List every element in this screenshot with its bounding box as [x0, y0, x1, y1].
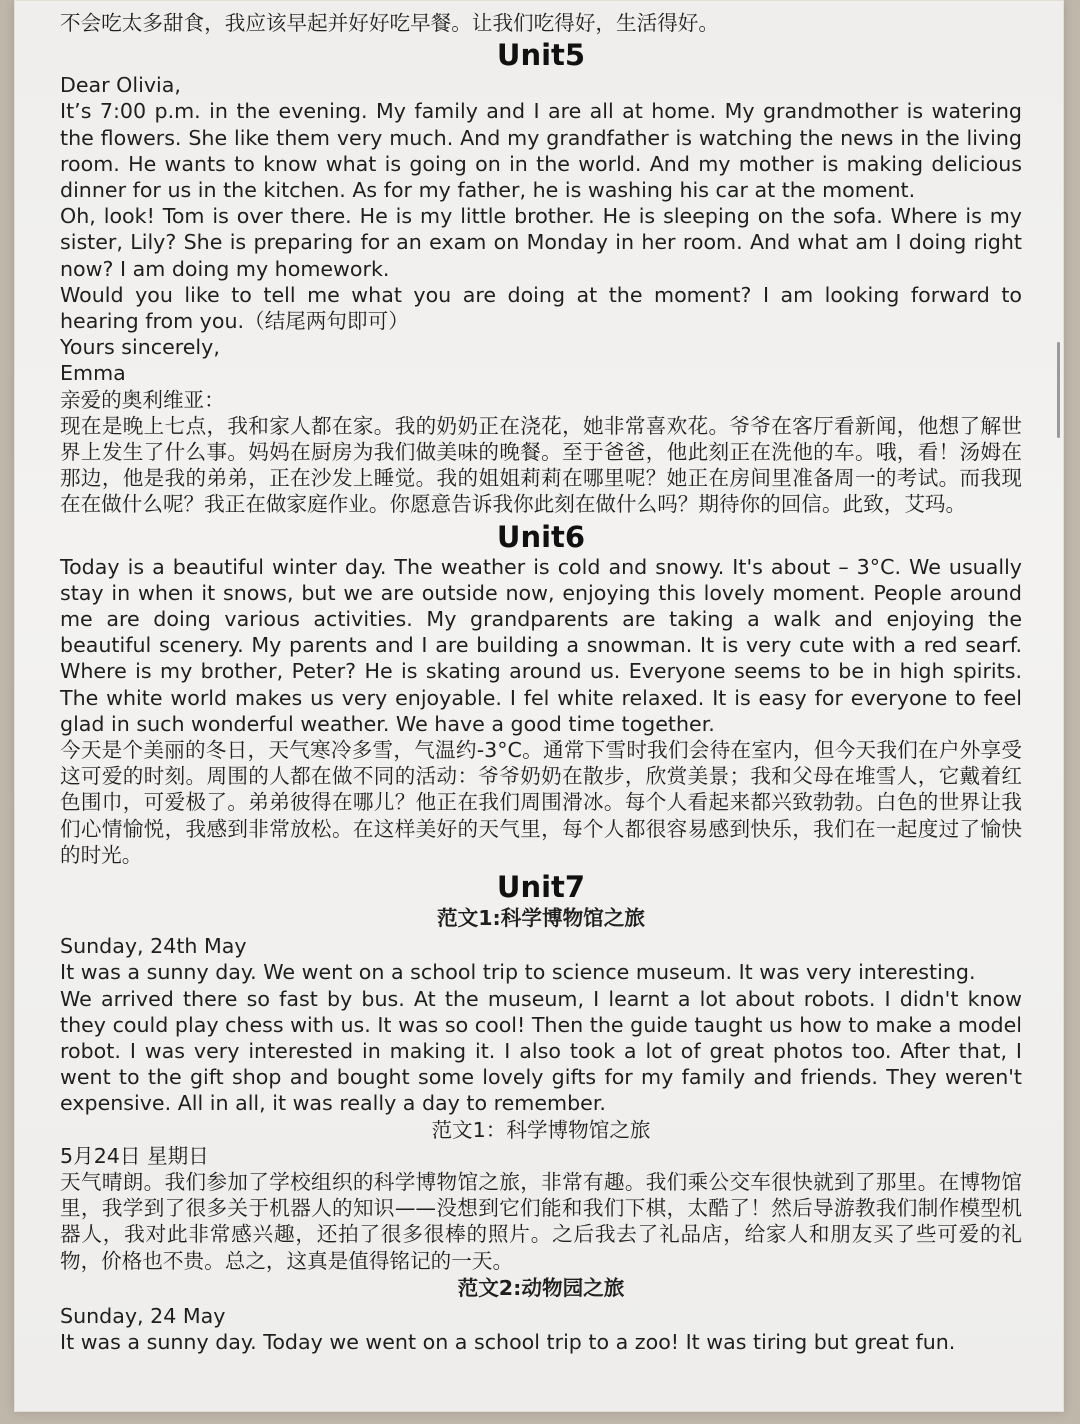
- sample1-cn-text: 天气晴朗。我们参加了学校组织的科学博物馆之旅，非常有趣。我们乘公交车很快就到了那里。在博物馆里，我学到了很多关于机器人的知识——没想到它们能和我们下棋，太酷了！然后导游教我们制作模型机器人，我对此非常感兴趣，还拍了很多很棒的照片。之后我去了礼品店，给家人和朋友买了些可爱的礼物，价格也不贵。总之，这真是值得铭记的一天。: [60, 1169, 1022, 1273]
- unit6-heading: Unit6: [496, 519, 586, 554]
- document-content: [60, 10, 1022, 1355]
- sample2-date: Sunday, 24 May: [60, 1303, 226, 1328]
- sample1-cn-date: 5月24日 星期日: [60, 1143, 209, 1168]
- sample1-cn-title: 范文1：科学博物馆之旅: [431, 1117, 651, 1142]
- unit5-paragraph-1: It’s 7:00 p.m. in the evening. My family and I are all at home. My grandmother is watering the flowers. She like them very much. And my grandfather is watching the news in the living room. He wants to know what is going on in the world. And my mother is making delicious dinner for us in the kitchen. As for my father, he is washing his car at the moment.: [60, 99, 1022, 203]
- scrollbar-thumb[interactable]: [1057, 342, 1060, 438]
- sample1-line1: It was a sunny day. We went on a school trip to science museum. It was very interesting.: [60, 960, 976, 985]
- sample1-text: We arrived there so fast by bus. At the museum, I learnt a lot about robots. I didn't know they could play chess with us. It was so cool! Then the guide taught us how to make a model robot. I was very interested in making it. I also took a lot of great photos too. After that, I went to the gift shop and bought some lovely gifts for my family and friends. They weren't expensive. All in all, it was really a day to remember.: [60, 986, 1022, 1116]
- unit5-greeting: Dear Olivia,: [60, 73, 181, 98]
- top-line: 不会吃太多甜食，我应该早起并好好吃早餐。让我们吃得好，生活得好。: [60, 11, 719, 35]
- unit5-signature: Emma: [60, 361, 126, 386]
- unit5-heading: Unit5: [496, 38, 586, 73]
- unit6-en-text: Today is a beautiful winter day. The weather is cold and snowy. It's about – 3°C. We usually stay in when it snows, but we are outside now, enjoying this lovely moment. People around me are doing various activities. My grandparents are taking a walk and enjoying the beautiful scenery. My parents and I are building a snowman. It is very cute with a red searf. Where is my brother, Peter? He is skating around us. Everyone seems to be in high spirits. The white world makes us very enjoyable. I fel white relaxed. It is easy for everyone to feel glad in such wonderful weather. We have a good time together.: [60, 554, 1022, 736]
- unit5-paragraph-3: Would you like to tell me what you are doing at the moment? I am looking forward to hearing from you.（结尾两句即可）: [60, 282, 1022, 334]
- unit5-paragraph-2: Oh, look! Tom is over there. He is my little brother. He is sleeping on the sofa. Where is my sister, Lily? She is preparing for an exam on Monday in her room. And what am I doing right now? I am doing my homework.: [60, 204, 1022, 281]
- unit5-cn-greeting: 亲爱的奥利维亚：: [60, 387, 225, 412]
- sample1-title: 范文1:科学博物馆之旅: [437, 906, 645, 931]
- sample2-line1: It was a sunny day. Today we went on a school trip to a zoo! It was tiring but great fun.: [60, 1329, 956, 1354]
- sample1-date: Sunday, 24th May: [60, 934, 247, 959]
- unit5-cn-text: 现在是晚上七点，我和家人都在家。我的奶奶正在浇花，她非常喜欢花。爷爷在客厅看新闻，他想了解世界上发生了什么事。妈妈在厨房为我们做美味的晚餐。至于爸爸，他此刻正在洗他的车。哦，看！汤姆在那边，他是我的弟弟，正在沙发上睡觉。我的姐姐莉莉在哪里呢？她正在房间里准备周一的考试。而我现在在做什么呢？我正在做家庭作业。你愿意告诉我你此刻在做什么吗？期待你的回信。此致，艾玛。: [60, 413, 1022, 517]
- sample2-title: 范文2:动物园之旅: [457, 1275, 625, 1300]
- unit6-cn-text: 今天是个美丽的冬日，天气寒冷多雪，气温约-3°C。通常下雪时我们会待在室内，但今天我们在户外享受这可爱的时刻。周围的人都在做不同的活动：爷爷奶奶在散步，欣赏美景；我和父母在堆雪人，它戴着红色围巾，可爱极了。弟弟彼得在哪儿？他正在我们周围滑冰。每个人看起来都兴致勃勃。白色的世界让我们心情愉悦，我感到非常放松。在这样美好的天气里，每个人都很容易感到快乐，我们在一起度过了愉快的时光。: [60, 738, 1022, 867]
- unit7-heading: Unit7: [496, 870, 586, 905]
- unit5-closing: Yours sincerely,: [60, 335, 220, 360]
